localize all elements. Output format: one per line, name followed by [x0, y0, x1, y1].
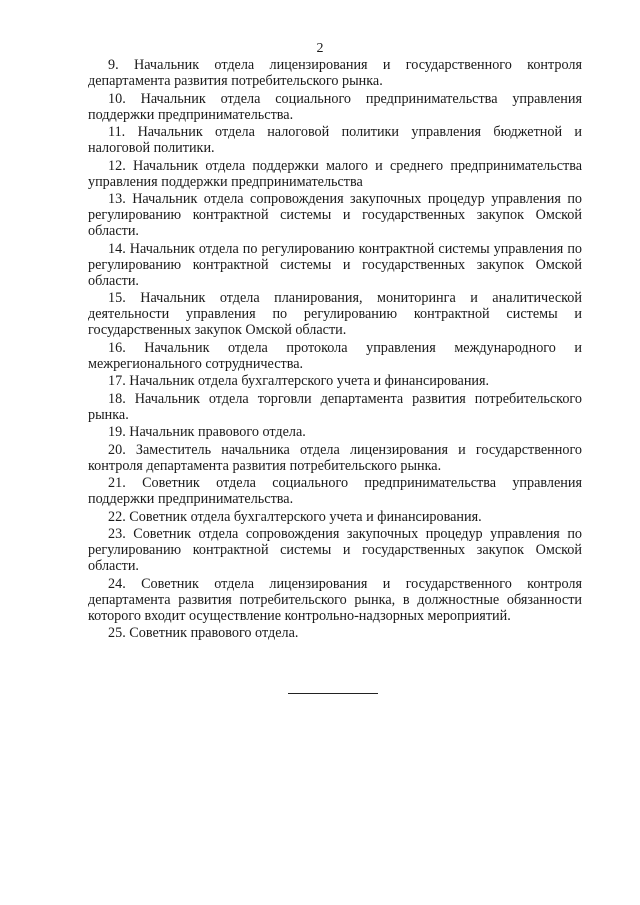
- item-number: 11.: [108, 124, 126, 140]
- item-number: 25.: [108, 625, 126, 641]
- item-number: 13.: [108, 191, 126, 207]
- list-item: [88, 424, 582, 440]
- item-text: Начальник отдела сопровождения закупочных процедур управления по регулированию контрактной системы и государственных закупок Омской области.: [88, 191, 583, 239]
- item-number: 14.: [108, 240, 126, 257]
- item-text: Начальник отдела бухгалтерского учета и финансирования.: [129, 373, 490, 389]
- item-number: 17.: [108, 373, 126, 389]
- item-number: 15.: [108, 290, 126, 306]
- item-number: 20.: [108, 441, 126, 458]
- list-item: [88, 391, 582, 423]
- item-number: 22.: [108, 508, 126, 525]
- item-text: Начальник правового отдела.: [129, 424, 306, 440]
- list-item: [88, 241, 582, 289]
- list-item: [88, 475, 582, 507]
- item-number: 19.: [108, 424, 126, 440]
- list-item: [88, 373, 582, 389]
- item-text: Советник отдела социального предпринимательства управления поддержки предпринимательства.: [88, 475, 583, 507]
- list-item: [88, 91, 582, 123]
- item-text: Начальник отдела социального предпринимательства управления поддержки предпринимательства.: [88, 90, 582, 123]
- item-number: 24.: [108, 575, 126, 592]
- list-item: [88, 442, 582, 474]
- list-item: [88, 290, 582, 338]
- item-text: Начальник отдела торговли департамента развития потребительского рынка.: [88, 390, 582, 423]
- list-item: [88, 509, 582, 525]
- item-text: Начальник отдела лицензирования и государственного контроля департамента развития потребительского рынка.: [88, 57, 583, 89]
- list-item: [88, 340, 582, 372]
- item-number: 12.: [108, 157, 126, 174]
- end-divider: [288, 693, 378, 694]
- item-text: Советник отдела бухгалтерского учета и финансирования.: [129, 508, 482, 525]
- item-number: 21.: [108, 475, 126, 491]
- list-item: [88, 625, 582, 641]
- item-text: Начальник отдела по регулированию контрактной системы управления по регулированию контрактной системы и государственных закупок Омской области.: [88, 240, 582, 289]
- item-text: Начальник отдела протокола управления международного и межрегионального сотрудничества.: [88, 339, 583, 372]
- list-item: [88, 576, 582, 624]
- item-text: Советник отдела лицензирования и государственного контроля департамента развития потребительского рынка, в должностные обязанности которого входит осуществление контрольно-надзорных мероприятий.: [88, 575, 582, 624]
- item-text: Советник отдела сопровождения закупочных процедур управления по регулированию контрактной системы и государственных закупок Омской области.: [88, 526, 583, 574]
- item-number: 9.: [108, 57, 119, 73]
- item-number: 18.: [108, 390, 126, 407]
- list-item: [88, 526, 582, 574]
- list-item: [88, 191, 582, 239]
- item-text: Начальник отдела планирования, мониторинга и аналитической деятельности управления по регулированию контрактной системы и государственных закупок Омской области.: [88, 290, 582, 338]
- position-list: [88, 57, 582, 643]
- page-number: 2: [316, 41, 324, 56]
- list-item: [88, 57, 582, 89]
- item-number: 10.: [108, 90, 126, 107]
- item-text: Начальник отдела поддержки малого и среднего предпринимательства управления поддержки предпринимательства: [88, 157, 583, 190]
- list-item: [88, 124, 582, 156]
- list-item: [88, 158, 582, 190]
- item-text: Начальник отдела налоговой политики управления бюджетной и налоговой политики.: [88, 124, 583, 156]
- item-text: Советник правового отдела.: [129, 625, 299, 641]
- item-text: Заместитель начальника отдела лицензирования и государственного контроля департамента развития потребительского рынка.: [88, 441, 583, 474]
- item-number: 23.: [108, 526, 126, 542]
- item-number: 16.: [108, 339, 126, 356]
